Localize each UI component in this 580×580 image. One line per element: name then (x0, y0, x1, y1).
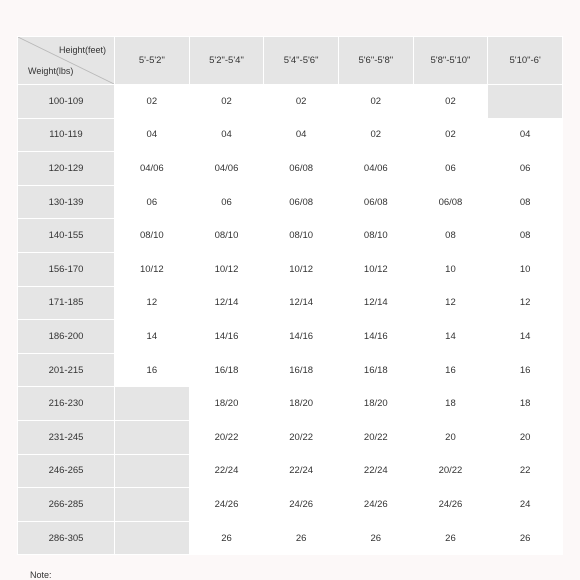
height-axis-label: Height(feet) (58, 45, 106, 55)
size-cell: 18/20 (189, 387, 264, 421)
weight-range-cell: 130-139 (18, 185, 115, 219)
size-cell: 10/12 (189, 252, 264, 286)
size-cell: 20 (413, 420, 488, 454)
size-chart-body (18, 85, 563, 555)
table-row (18, 353, 563, 387)
size-cell: 16 (413, 353, 488, 387)
weight-range-cell: 201-215 (18, 353, 115, 387)
weight-axis-label: Weight(lbs) (28, 66, 74, 76)
size-cell: 08/10 (115, 219, 190, 253)
size-cell: 04 (488, 118, 563, 152)
weight-range-cell: 156-170 (18, 252, 115, 286)
empty-size-cell (115, 420, 190, 454)
size-cell: 18/20 (264, 387, 339, 421)
size-cell: 26 (338, 521, 413, 555)
size-cell: 04/06 (189, 152, 264, 186)
size-cell: 06 (413, 152, 488, 186)
weight-range-cell: 186-200 (18, 320, 115, 354)
table-row (18, 387, 563, 421)
size-cell: 20/22 (338, 420, 413, 454)
size-cell: 16/18 (338, 353, 413, 387)
empty-size-cell (115, 454, 190, 488)
size-cell: 02 (189, 85, 264, 119)
size-cell: 22/24 (264, 454, 339, 488)
empty-size-cell (115, 521, 190, 555)
size-cell: 14 (115, 320, 190, 354)
size-cell: 12 (413, 286, 488, 320)
size-cell: 02 (413, 118, 488, 152)
table-row (18, 252, 563, 286)
size-cell: 18/20 (338, 387, 413, 421)
size-cell: 24/26 (264, 488, 339, 522)
size-cell: 20 (488, 420, 563, 454)
size-cell: 14/16 (189, 320, 264, 354)
size-cell: 14 (413, 320, 488, 354)
weight-range-cell: 110-119 (18, 118, 115, 152)
size-cell: 08/10 (264, 219, 339, 253)
size-cell: 04 (189, 118, 264, 152)
size-cell: 04 (264, 118, 339, 152)
empty-size-cell (115, 488, 190, 522)
size-cell: 14 (488, 320, 563, 354)
weight-range-cell: 171-185 (18, 286, 115, 320)
size-cell: 16/18 (264, 353, 339, 387)
size-cell: 12 (488, 286, 563, 320)
size-cell: 24/26 (338, 488, 413, 522)
header-row (18, 37, 563, 85)
size-cell: 22/24 (189, 454, 264, 488)
size-cell: 12/14 (264, 286, 339, 320)
size-cell: 24/26 (413, 488, 488, 522)
weight-range-cell: 266-285 (18, 488, 115, 522)
size-cell: 06/08 (413, 185, 488, 219)
table-row (18, 152, 563, 186)
size-cell: 26 (189, 521, 264, 555)
size-cell: 12/14 (338, 286, 413, 320)
column-header: 5'6"-5'8" (338, 37, 413, 85)
size-cell: 06 (488, 152, 563, 186)
size-cell: 24 (488, 488, 563, 522)
size-cell: 18 (413, 387, 488, 421)
table-row (18, 85, 563, 119)
size-cell: 18 (488, 387, 563, 421)
size-cell: 02 (338, 118, 413, 152)
table-row (18, 420, 563, 454)
weight-range-cell: 286-305 (18, 521, 115, 555)
weight-range-cell: 216-230 (18, 387, 115, 421)
size-cell: 16 (488, 353, 563, 387)
size-cell: 20/22 (189, 420, 264, 454)
size-cell: 06/08 (264, 152, 339, 186)
table-row (18, 185, 563, 219)
size-cell: 02 (338, 85, 413, 119)
column-header: 5'8"-5'10" (413, 37, 488, 85)
column-header: 5'2"-5'4" (189, 37, 264, 85)
size-cell: 02 (115, 85, 190, 119)
table-row (18, 454, 563, 488)
size-cell: 06/08 (264, 185, 339, 219)
size-cell: 26 (264, 521, 339, 555)
size-cell: 22/24 (338, 454, 413, 488)
empty-size-cell (115, 387, 190, 421)
size-cell: 14/16 (338, 320, 413, 354)
table-row (18, 118, 563, 152)
size-cell: 08 (488, 219, 563, 253)
size-cell: 08/10 (189, 219, 264, 253)
size-cell: 06/08 (338, 185, 413, 219)
size-cell: 10/12 (338, 252, 413, 286)
weight-range-cell: 120-129 (18, 152, 115, 186)
size-cell: 08 (488, 185, 563, 219)
table-row (18, 286, 563, 320)
size-chart-table (17, 36, 563, 555)
size-cell: 12/14 (189, 286, 264, 320)
size-cell: 08 (413, 219, 488, 253)
corner-cell (18, 37, 115, 85)
size-cell: 26 (488, 521, 563, 555)
size-cell: 12 (115, 286, 190, 320)
size-cell: 06 (189, 185, 264, 219)
size-cell: 24/26 (189, 488, 264, 522)
size-cell: 02 (413, 85, 488, 119)
column-header: 5'4"-5'6" (264, 37, 339, 85)
empty-size-cell (488, 85, 563, 119)
size-cell: 02 (264, 85, 339, 119)
table-row (18, 521, 563, 555)
size-cell: 20/22 (413, 454, 488, 488)
table-row (18, 320, 563, 354)
size-cell: 10/12 (264, 252, 339, 286)
size-cell: 16/18 (189, 353, 264, 387)
column-header: 5'-5'2" (115, 37, 190, 85)
size-cell: 06 (115, 185, 190, 219)
size-cell: 10/12 (115, 252, 190, 286)
size-cell: 20/22 (264, 420, 339, 454)
size-cell: 14/16 (264, 320, 339, 354)
size-cell: 16 (115, 353, 190, 387)
size-cell: 10 (488, 252, 563, 286)
size-cell: 26 (413, 521, 488, 555)
note-label: Note: (30, 570, 52, 580)
table-row (18, 488, 563, 522)
size-cell: 04/06 (338, 152, 413, 186)
column-header: 5'10"-6' (488, 37, 563, 85)
table-row (18, 219, 563, 253)
weight-range-cell: 246-265 (18, 454, 115, 488)
size-cell: 10 (413, 252, 488, 286)
size-cell: 04/06 (115, 152, 190, 186)
weight-range-cell: 140-155 (18, 219, 115, 253)
size-cell: 04 (115, 118, 190, 152)
weight-range-cell: 100-109 (18, 85, 115, 119)
size-cell: 22 (488, 454, 563, 488)
size-cell: 08/10 (338, 219, 413, 253)
weight-range-cell: 231-245 (18, 420, 115, 454)
